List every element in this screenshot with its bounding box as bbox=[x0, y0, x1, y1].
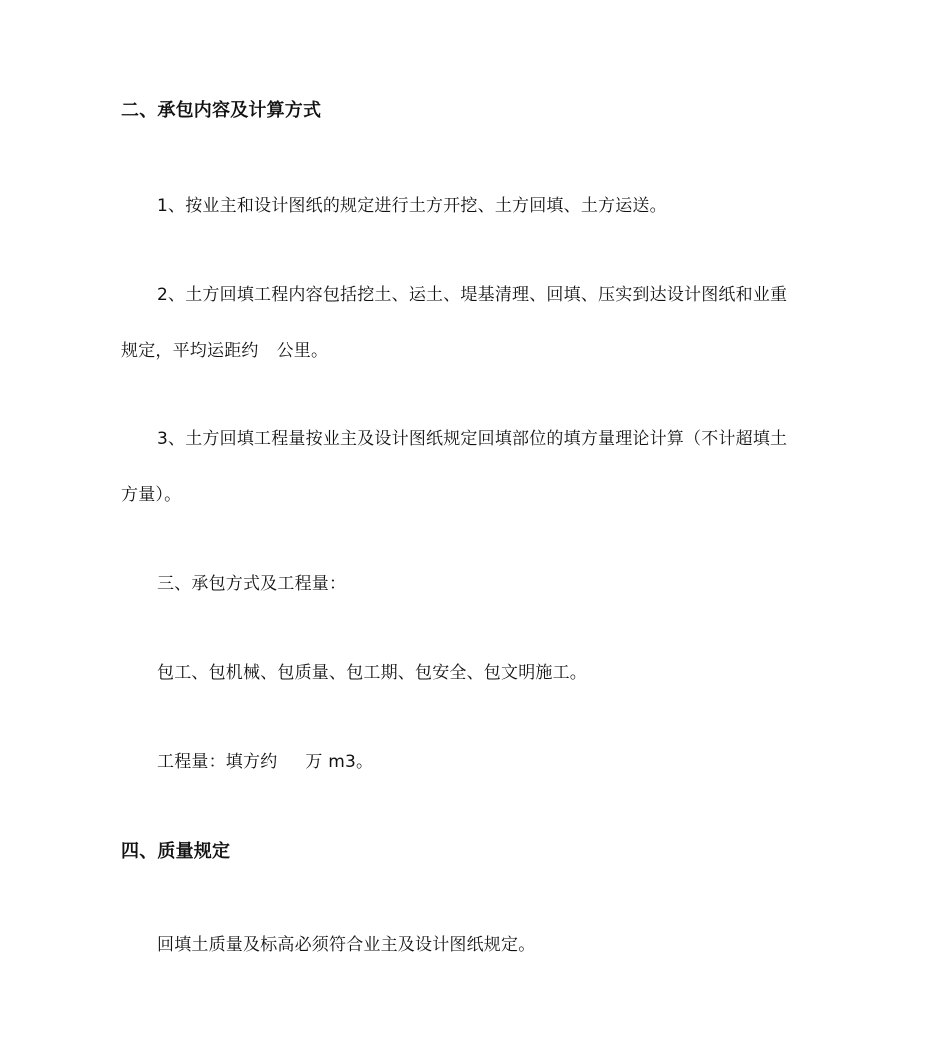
section-2-item-3-line-2: 方量）。 bbox=[121, 485, 182, 505]
section-2-item-2-line-2 bbox=[121, 340, 831, 362]
quantity-unit: 万 m3。 bbox=[305, 752, 374, 772]
distance-unit: 公里。 bbox=[276, 341, 329, 361]
quantity-prefix: 工程量：填方约 bbox=[157, 752, 278, 772]
section-2-item-3-line-1: 3、土方回填工程量按业主及设计图纸规定回填部位的填方量理论计算（不计超填土 bbox=[157, 429, 788, 449]
section-2-item-2-line-1: 2、土方回填工程内容包括挖土、运土、堤基清理、回填、压实到达设计图纸和业重 bbox=[157, 285, 788, 305]
distance-prefix: 规定，平均运距约 bbox=[121, 341, 259, 361]
section-2-heading: 二、承包内容及计算方式 bbox=[121, 100, 322, 121]
section-4-requirement: 回填土质量及标高必须符合业主及设计图纸规定。 bbox=[157, 935, 536, 955]
section-3-heading: 三、承包方式及工程量： bbox=[157, 574, 347, 594]
section-3-quantity bbox=[157, 751, 831, 773]
section-2-item-1: 1、按业主和设计图纸的规定进行土方开挖、土方回填、土方运送。 bbox=[157, 196, 667, 216]
section-3-scope: 包工、包机械、包质量、包工期、包安全、包文明施工。 bbox=[157, 663, 587, 683]
section-4-heading: 四、质量规定 bbox=[121, 841, 231, 862]
